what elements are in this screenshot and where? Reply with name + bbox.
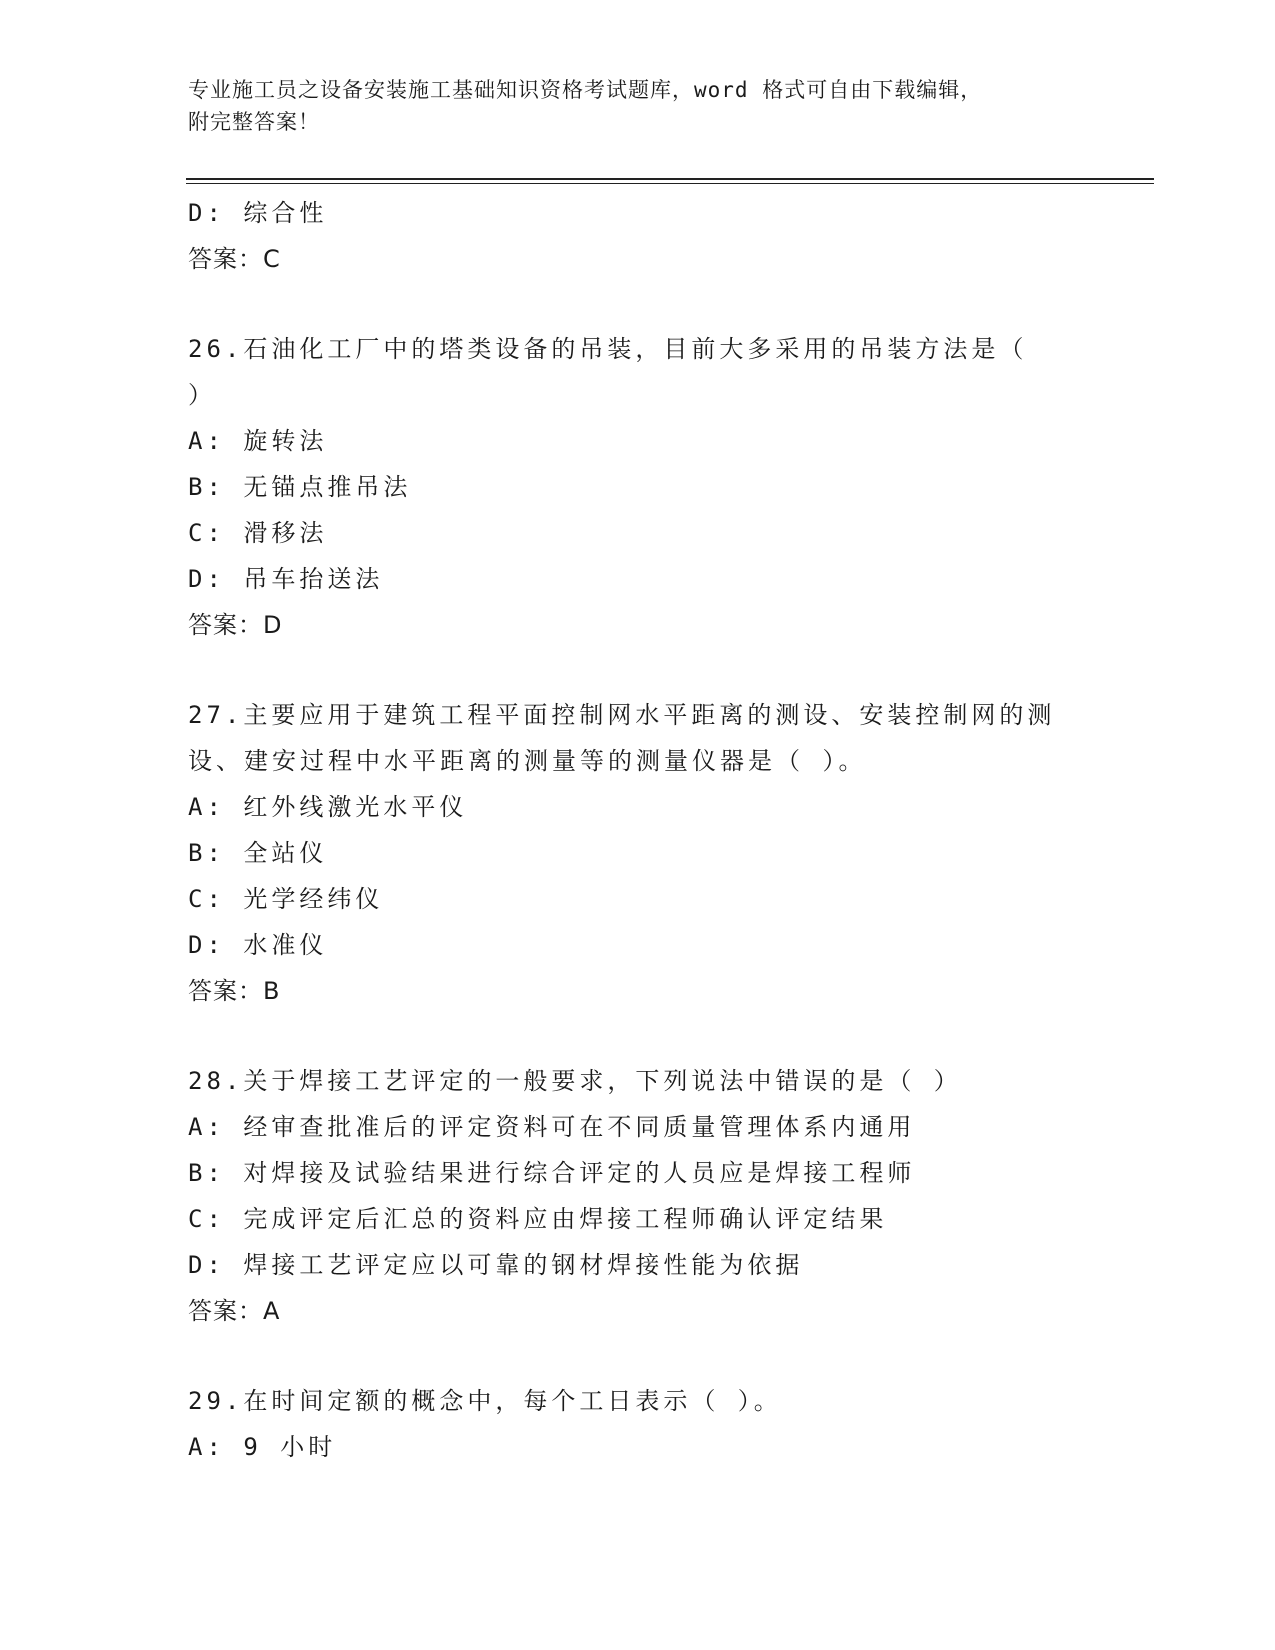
option-a: A: 经审查批准后的评定资料可在不同质量管理体系内通用 <box>188 1113 916 1141</box>
spacer <box>188 282 1088 326</box>
option-a: A: 红外线激光水平仪 <box>188 793 468 821</box>
question-title-line: 29.在时间定额的概念中，每个工日表示（ ）。 <box>188 1387 782 1415</box>
header-line-1: 专业施工员之设备安装施工基础知识资格考试题库，word 格式可自由下载编辑， <box>188 78 983 102</box>
question-29 <box>188 1378 1088 1470</box>
question-title-line: ） <box>188 381 216 409</box>
header-line-2: 附完整答案！ <box>188 110 320 134</box>
question-title-line: 设、建安过程中水平距离的测量等的测量仪器是（ ）。 <box>188 747 867 775</box>
answer-line: 答案：C <box>188 245 281 273</box>
option-a: A: 旋转法 <box>188 427 328 455</box>
option-b: B: 对焊接及试验结果进行综合评定的人员应是焊接工程师 <box>188 1159 916 1187</box>
question-title-line: 28.关于焊接工艺评定的一般要求，下列说法中错误的是（ ） <box>188 1067 962 1095</box>
answer-line: 答案：A <box>188 1297 281 1325</box>
spacer <box>188 1334 1088 1378</box>
option-a: A: 9 小时 <box>188 1433 337 1461</box>
question-list <box>188 190 1088 1470</box>
option-b: B: 全站仪 <box>188 839 328 867</box>
option-d: D: 吊车抬送法 <box>188 565 384 593</box>
question-28 <box>188 1058 1088 1334</box>
spacer <box>188 648 1088 692</box>
option-b: B: 无锚点推吊法 <box>188 473 412 501</box>
answer-line: 答案：B <box>188 977 281 1005</box>
question-title-line: 26.石油化工厂中的塔类设备的吊装，目前大多采用的吊装方法是（ <box>188 335 1028 363</box>
option-d: D: 水准仪 <box>188 931 328 959</box>
option-c: C: 完成评定后汇总的资料应由焊接工程师确认评定结果 <box>188 1205 888 1233</box>
header-divider-thick <box>186 178 1154 180</box>
spacer <box>188 1014 1088 1058</box>
page-header <box>188 74 1068 138</box>
question-title-line: 27.主要应用于建筑工程平面控制网水平距离的测设、安装控制网的测 <box>188 701 1056 729</box>
question-27 <box>188 692 1088 1014</box>
option-c: C: 光学经纬仪 <box>188 885 384 913</box>
option-d: D: 综合性 <box>188 199 328 227</box>
option-c: C: 滑移法 <box>188 519 328 547</box>
header-divider-thin <box>186 183 1154 184</box>
answer-line: 答案：D <box>188 611 283 639</box>
option-d: D: 焊接工艺评定应以可靠的钢材焊接性能为依据 <box>188 1251 804 1279</box>
question-26 <box>188 326 1088 648</box>
